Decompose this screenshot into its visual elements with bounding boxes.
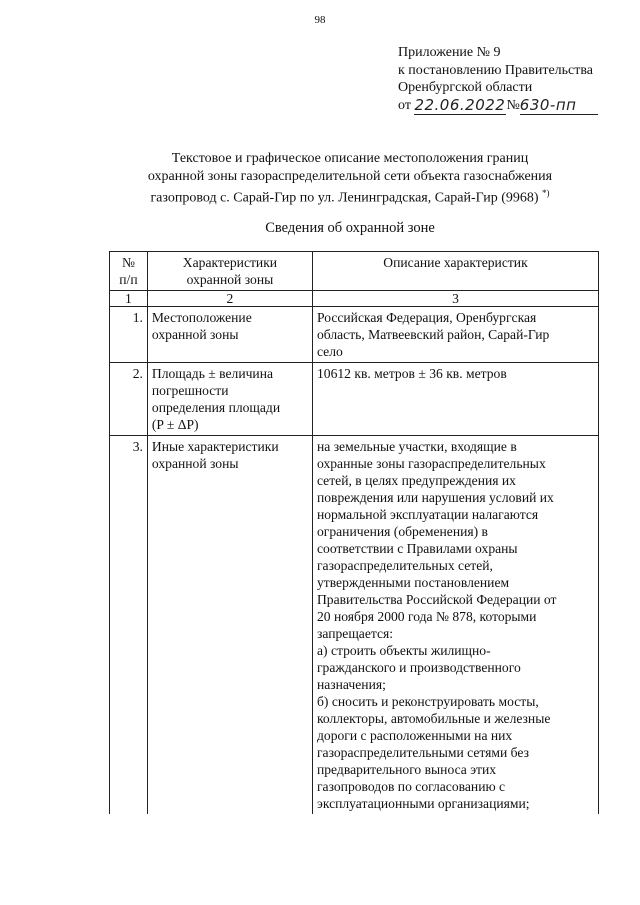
table-row bbox=[110, 307, 599, 363]
row-number: 3. bbox=[110, 436, 148, 815]
row-characteristic: Местоположение охранной зоны bbox=[147, 307, 312, 363]
header-description: Описание характеристик bbox=[312, 252, 598, 291]
header-num: № п/п bbox=[110, 252, 148, 291]
row-description: 10612 кв. метров ± 36 кв. метров bbox=[312, 363, 598, 436]
table-header-row bbox=[110, 252, 599, 291]
handwritten-date: 22.06.2022 bbox=[414, 95, 506, 114]
handwritten-number: 630-пп bbox=[519, 95, 577, 114]
appendix-line-resolution: к постановлению Правительства bbox=[398, 62, 594, 78]
table-row bbox=[110, 363, 599, 436]
title-line-3: газопровод с. Сарай-Гир по ул. Ленинградская, Сарай-Гир (9968) *) bbox=[150, 188, 550, 206]
row-number: 1. bbox=[110, 307, 148, 363]
number-prefix: № bbox=[506, 97, 520, 113]
column-index: 1 bbox=[110, 291, 148, 307]
date-field bbox=[414, 97, 506, 115]
row-characteristic: Площадь ± величина погрешности определения площади (P ± ΔP) bbox=[147, 363, 312, 436]
appendix-date-line bbox=[398, 97, 638, 115]
title-line-2: охранной зоны газораспределительной сети объекта газоснабжения bbox=[147, 168, 553, 184]
column-index: 2 bbox=[147, 291, 312, 307]
header-characteristics: Характеристики охранной зоны bbox=[147, 252, 312, 291]
number-field bbox=[520, 97, 598, 115]
appendix-block bbox=[398, 44, 638, 115]
section-subtitle: Сведения об охранной зоне bbox=[265, 220, 435, 236]
row-number: 2. bbox=[110, 363, 148, 436]
row-description: на земельные участки, входящие в охранные зоны газораспределительных сетей, в целях предупреждения их повреждения или нарушения условий их нормальной эксплуатации налагаются ограничения (обременения) в соответствии с Правилами охраны газораспределительных сетей, утвержденными постановлением Правительства Российской Федерации от 20 ноября 2000 года № 878, которыми запрещается: а) строить объекты жилищно- гражданского и производственного назначения; б) сносить и реконструировать мосты, коллекторы, автомобильные и железные дороги с расположенными на них газораспределительными сетями без предварительного выноса этих газопроводов по согласованию с эксплуатационными организациями; bbox=[312, 436, 598, 815]
date-prefix: от bbox=[398, 97, 411, 113]
table-row bbox=[110, 436, 599, 815]
page-number: 98 bbox=[314, 14, 326, 26]
title-line-1: Текстовое и графическое описание местоположения границ bbox=[171, 151, 529, 166]
zone-info-table bbox=[109, 251, 599, 814]
document-title bbox=[0, 150, 640, 207]
column-index-row bbox=[110, 291, 599, 307]
column-index: 3 bbox=[312, 291, 598, 307]
appendix-line-region: Оренбургской области bbox=[398, 80, 533, 95]
row-description: Российская Федерация, Оренбургская область, Матвеевский район, Сарай-Гир село bbox=[312, 307, 598, 363]
footnote-mark: *) bbox=[542, 188, 550, 198]
row-characteristic: Иные характеристики охранной зоны bbox=[147, 436, 312, 815]
appendix-title: Приложение № 9 bbox=[398, 45, 501, 60]
